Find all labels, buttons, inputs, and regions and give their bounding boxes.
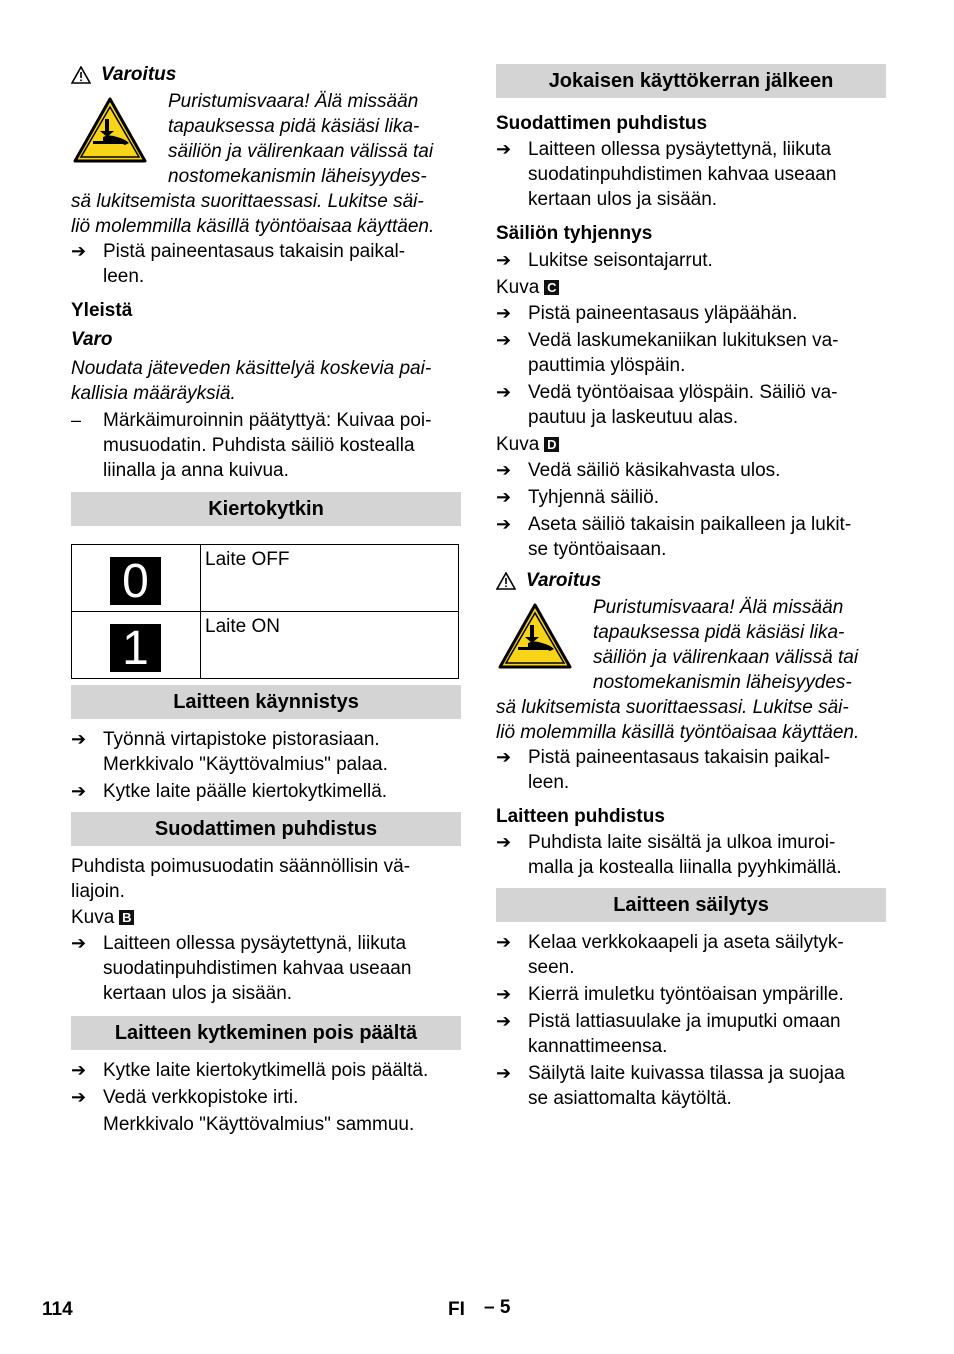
step-text: Säilytä laite kuivassa tilassa ja suojaa bbox=[528, 1063, 845, 1084]
step-text: leen. bbox=[103, 266, 145, 287]
figure-reference bbox=[496, 275, 886, 300]
step-text: Pistä paineentasaus takaisin paikal- bbox=[528, 747, 831, 768]
step-text: se työntöaisaan. bbox=[528, 539, 667, 560]
step-text: kertaan ulos ja sisään. bbox=[528, 189, 718, 210]
dash-bullet: – bbox=[71, 410, 82, 430]
arrow-icon: ➔ bbox=[496, 382, 512, 402]
step-item bbox=[496, 745, 886, 795]
step-item bbox=[496, 485, 886, 510]
warning-text-block bbox=[71, 89, 461, 239]
step-text: Kytke laite päälle kiertokytkimellä. bbox=[103, 781, 388, 802]
arrow-icon: ➔ bbox=[71, 1087, 87, 1107]
step-text: se asiattomalta käytöltä. bbox=[528, 1088, 732, 1109]
warning-line: Puristumisvaara! Älä missään bbox=[168, 91, 419, 112]
step-text: Aseta säiliö takaisin paikalleen ja lukit- bbox=[528, 514, 852, 535]
step-item bbox=[496, 830, 886, 880]
section-heading-shutdown: Laitteen kytkeminen pois päältä bbox=[71, 1016, 461, 1050]
label-cell: Laite OFF bbox=[201, 545, 459, 612]
symbol-cell bbox=[72, 612, 201, 679]
off-symbol: 0 bbox=[110, 557, 161, 605]
empty-subtitle: Säiliön tyhjennys bbox=[496, 223, 653, 244]
warning-line: liö molemmilla käsillä työntöaisaa käyttäen. bbox=[71, 216, 435, 237]
storage-steps bbox=[496, 930, 886, 1111]
step-item bbox=[496, 458, 886, 483]
step-text: Pistä paineentasaus yläpäähän. bbox=[528, 303, 798, 324]
arrow-icon: ➔ bbox=[71, 729, 87, 749]
arrow-icon: ➔ bbox=[496, 984, 512, 1004]
step-item bbox=[71, 1085, 461, 1137]
arrow-icon: ➔ bbox=[496, 330, 512, 350]
step-text: suodatinpuhdistimen kahvaa useaan bbox=[103, 958, 412, 979]
step-text: malla ja kostealla liinalla pyyhkimällä. bbox=[528, 857, 842, 878]
dash-text: liinalla ja anna kuivua. bbox=[103, 460, 289, 481]
warning-triangle-icon bbox=[71, 66, 91, 84]
warning-triangle-icon bbox=[496, 572, 516, 590]
filter-line: Puhdista poimusuodatin säännöllisin vä- bbox=[71, 856, 411, 877]
crush-hazard-icon bbox=[73, 97, 147, 163]
step-item bbox=[496, 380, 886, 430]
step-item bbox=[496, 137, 886, 212]
filter-intro bbox=[71, 854, 461, 904]
warning-line: säiliön ja välirenkaan välissä tai bbox=[593, 647, 859, 668]
arrow-icon: ➔ bbox=[71, 781, 87, 801]
step-text: seen. bbox=[528, 957, 575, 978]
filter-line: liajoin. bbox=[71, 881, 125, 902]
step-text: Lukitse seisontajarrut. bbox=[528, 250, 713, 271]
step-item bbox=[71, 931, 461, 1006]
step-text: Laitteen ollessa pysäytettynä, liikuta bbox=[103, 933, 407, 954]
crush-hazard-icon bbox=[498, 603, 572, 669]
step-text: Vedä työntöaisaa ylöspäin. Säiliö va- bbox=[528, 382, 838, 403]
figure-label: Kuva bbox=[496, 434, 540, 455]
warning-title: Varoitus bbox=[526, 570, 602, 591]
step-text: Työnnä virtapistoke pistorasiaan. bbox=[103, 729, 380, 750]
arrow-icon: ➔ bbox=[496, 250, 512, 270]
arrow-icon: ➔ bbox=[496, 303, 512, 323]
section-heading-startup: Laitteen käynnistys bbox=[71, 685, 461, 719]
warning-full-text bbox=[496, 695, 886, 745]
general-title: Yleistä bbox=[71, 300, 133, 321]
filter-subtitle: Suodattimen puhdistus bbox=[496, 113, 708, 134]
step-item bbox=[496, 248, 886, 273]
symbol-cell bbox=[72, 545, 201, 612]
figure-c-icon: C bbox=[544, 280, 559, 295]
dash-item bbox=[71, 408, 461, 483]
caution-text bbox=[71, 356, 461, 406]
arrow-icon: ➔ bbox=[496, 832, 512, 852]
arrow-icon: ➔ bbox=[496, 514, 512, 534]
step-text: Merkkivalo "Käyttövalmius" palaa. bbox=[103, 754, 388, 775]
step-item bbox=[496, 328, 886, 378]
table-row bbox=[72, 545, 459, 612]
dash-text: Märkäimuroinnin päätyttyä: Kuivaa poi- bbox=[103, 410, 432, 431]
step-text: Vedä säiliö käsikahvasta ulos. bbox=[528, 460, 781, 481]
warning-heading bbox=[71, 62, 461, 87]
step-text: leen. bbox=[528, 772, 570, 793]
step-item bbox=[496, 301, 886, 326]
arrow-icon: ➔ bbox=[71, 933, 87, 953]
section-heading-rotary-switch: Kiertokytkin bbox=[71, 492, 461, 526]
caution-title: Varo bbox=[71, 329, 113, 350]
arrow-icon: ➔ bbox=[496, 1063, 512, 1083]
language-code: FI bbox=[448, 1299, 465, 1320]
arrow-icon: ➔ bbox=[496, 139, 512, 159]
figure-label: Kuva bbox=[496, 277, 540, 298]
startup-steps bbox=[71, 727, 461, 804]
warning-full-text bbox=[71, 189, 461, 239]
page-number: 114 bbox=[42, 1299, 73, 1320]
step-text: pautuu ja laskeutuu alas. bbox=[528, 407, 739, 428]
step-item bbox=[496, 930, 886, 980]
step-item bbox=[71, 727, 461, 777]
figure-b-icon: B bbox=[119, 910, 134, 925]
warning-line: sä lukitsemista suorittaessasi. Lukitse säi- bbox=[496, 697, 849, 718]
section-heading-storage: Laitteen säilytys bbox=[496, 888, 886, 922]
device-clean-subtitle: Laitteen puhdistus bbox=[496, 806, 665, 827]
warning-line: säiliön ja välirenkaan välissä tai bbox=[168, 141, 434, 162]
step-text: Vedä verkkopistoke irti. bbox=[103, 1087, 299, 1108]
arrow-icon: ➔ bbox=[71, 241, 87, 261]
warning-line: liö molemmilla käsillä työntöaisaa käyttäen. bbox=[496, 722, 860, 743]
section-heading-filter: Suodattimen puhdistus bbox=[71, 812, 461, 846]
figure-label: Kuva bbox=[71, 907, 115, 928]
figure-reference bbox=[71, 905, 461, 930]
step-text: Vedä laskumekaniikan lukituksen va- bbox=[528, 330, 839, 351]
dash-text: musuodatin. Puhdista säiliö kostealla bbox=[103, 435, 415, 456]
step-text: suodatinpuhdistimen kahvaa useaan bbox=[528, 164, 837, 185]
step-item bbox=[496, 512, 886, 562]
step-item bbox=[71, 1058, 461, 1083]
arrow-icon: ➔ bbox=[496, 747, 512, 767]
warning-heading bbox=[496, 568, 886, 593]
step-text: kertaan ulos ja sisään. bbox=[103, 983, 293, 1004]
on-symbol: 1 bbox=[110, 624, 161, 672]
warning-line: tapauksessa pidä käsiäsi lika- bbox=[593, 622, 845, 643]
step-text: Kierrä imuletku työntöaisan ympärille. bbox=[528, 984, 844, 1005]
warning-line: nostomekanismin läheisyydes- bbox=[593, 672, 852, 693]
arrow-icon: ➔ bbox=[496, 460, 512, 480]
figure-d-icon: D bbox=[544, 437, 559, 452]
step-text: pauttimia ylöspäin. bbox=[528, 355, 686, 376]
step-text: Laitteen ollessa pysäytettynä, liikuta bbox=[528, 139, 832, 160]
step-text: Merkkivalo "Käyttövalmius" sammuu. bbox=[103, 1114, 415, 1135]
warning-line: Puristumisvaara! Älä missään bbox=[593, 597, 844, 618]
step-text: Kytke laite kiertokytkimellä pois päältä. bbox=[103, 1060, 429, 1081]
section-heading-after-use: Jokaisen käyttökerran jälkeen bbox=[496, 64, 886, 98]
warning-title: Varoitus bbox=[101, 64, 177, 85]
step-text: kannattimeensa. bbox=[528, 1036, 668, 1057]
step-text: Kelaa verkkokaapeli ja aseta säilytyk- bbox=[528, 932, 844, 953]
step-item bbox=[496, 1061, 886, 1111]
left-column bbox=[71, 62, 461, 1137]
caution-line: Noudata jäteveden käsittelyä koskevia pai- bbox=[71, 358, 432, 379]
shutdown-steps bbox=[71, 1058, 461, 1137]
step-item bbox=[496, 1009, 886, 1059]
warning-text-block bbox=[496, 595, 886, 745]
switch-table bbox=[71, 544, 459, 679]
step-item bbox=[496, 982, 886, 1007]
arrow-icon: ➔ bbox=[71, 1060, 87, 1080]
step-text: Puhdista laite sisältä ja ulkoa imuroi- bbox=[528, 832, 836, 853]
arrow-icon: ➔ bbox=[496, 487, 512, 507]
step-text: Tyhjennä säiliö. bbox=[528, 487, 659, 508]
step-text: Pistä paineentasaus takaisin paikal- bbox=[103, 241, 406, 262]
caution-line: kallisia määräyksiä. bbox=[71, 383, 236, 404]
figure-reference bbox=[496, 432, 886, 457]
step-item bbox=[71, 239, 461, 289]
table-row bbox=[72, 612, 459, 679]
step-text: Pistä lattiasuulake ja imuputki omaan bbox=[528, 1011, 841, 1032]
right-column bbox=[496, 62, 886, 1111]
warning-line: sä lukitsemista suorittaessasi. Lukitse säi- bbox=[71, 191, 424, 212]
step-item bbox=[71, 779, 461, 804]
arrow-icon: ➔ bbox=[496, 1011, 512, 1031]
arrow-icon: ➔ bbox=[496, 932, 512, 952]
warning-line: nostomekanismin läheisyydes- bbox=[168, 166, 427, 187]
section-page-number: – 5 bbox=[484, 1297, 511, 1318]
label-cell: Laite ON bbox=[201, 612, 459, 679]
warning-line: tapauksessa pidä käsiäsi lika- bbox=[168, 116, 420, 137]
